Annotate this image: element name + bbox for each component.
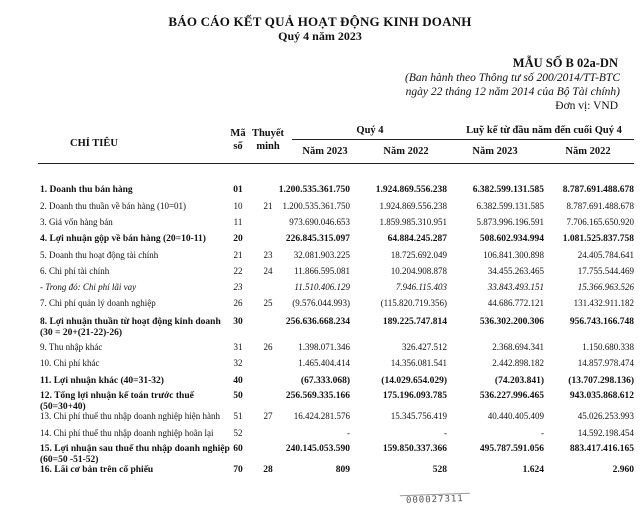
value-quarter-2022: 64.884.245.287: [387, 234, 447, 244]
row-code: 51: [233, 411, 243, 421]
value-ytd-2022: 45.026.253.993: [577, 411, 634, 421]
value-quarter-2022: 1.924.869.556.238: [379, 201, 447, 211]
value-quarter-2022: 1.859.985.310.951: [379, 217, 447, 227]
row-label: 5. Doanh thu hoạt động tài chính: [40, 250, 159, 260]
value-ytd-2023: 2.442.898.182: [492, 358, 544, 368]
value-quarter-2022: (115.820.719.356): [380, 298, 447, 308]
value-ytd-2022: 883.417.416.165: [569, 444, 634, 454]
row-code: 10: [233, 201, 243, 211]
value-quarter-2023: (67.333.068): [300, 376, 350, 386]
value-quarter-2023: 226.845.315.097: [285, 234, 350, 244]
value-quarter-2022: 10.204.908.878: [390, 266, 447, 276]
value-quarter-2023: 1.398.071.346: [298, 342, 350, 352]
row-code: 32: [233, 358, 243, 368]
value-ytd-2023: 5.873.996.196.591: [476, 217, 544, 227]
row-code: 60: [233, 444, 243, 454]
value-quarter-2022: 15.345.756.419: [390, 411, 447, 421]
row-code: 11: [233, 217, 243, 227]
value-ytd-2023: 44.686.772.121: [487, 298, 544, 308]
row-note: 27: [263, 411, 273, 421]
value-quarter-2022: -: [444, 428, 447, 438]
value-quarter-2022: 7.946.115.403: [395, 282, 447, 292]
value-quarter-2022: 528: [432, 465, 447, 475]
value-quarter-2023: 1.200.535.361.750: [278, 185, 350, 195]
header-ytd-2022: Năm 2022: [565, 146, 611, 157]
report-period: Quý 4 năm 2023: [278, 29, 362, 43]
row-label: 2. Doanh thu thuần về bán hàng (10=01): [40, 201, 187, 211]
row-code: 23: [233, 282, 243, 292]
form-note-line2: ngày 22 tháng 12 năm 2014 của Bộ Tài chính): [405, 86, 620, 98]
value-ytd-2022: 943.035.868.612: [569, 391, 634, 401]
value-ytd-2022: 24.405.784.641: [577, 250, 634, 260]
form-code: MẪU SỐ B 02a-DN: [512, 56, 618, 70]
value-quarter-2023: 11.510.406.129: [294, 282, 350, 292]
value-quarter-2023: 1.465.404.414: [298, 358, 350, 368]
report-title: BÁO CÁO KẾT QUẢ HOẠT ĐỘNG KINH DOANH: [168, 14, 472, 29]
value-ytd-2023: 6.382.599.131.585: [472, 185, 544, 195]
value-ytd-2023: 536.302.200.306: [479, 317, 544, 327]
document-stamp: 000027311: [400, 493, 470, 506]
value-ytd-2023: 33.843.493.151: [487, 282, 544, 292]
currency-unit: Đơn vị: VND: [555, 100, 618, 112]
row-label: 16. Lãi cơ bản trên cổ phiếu: [40, 465, 154, 475]
header-rule-top: [292, 139, 634, 140]
row-code: 30: [233, 317, 243, 327]
value-quarter-2022: 189.225.747.814: [382, 317, 447, 327]
value-ytd-2022: 17.755.544.469: [577, 266, 634, 276]
value-quarter-2023: 11.866.595.081: [294, 266, 350, 276]
row-label: 6. Chi phí tài chính: [40, 266, 110, 276]
row-label: 3. Giá vốn hàng bán: [40, 217, 113, 227]
header-rule-bottom: [38, 163, 634, 164]
header-ytd-2023: Năm 2023: [472, 146, 518, 157]
value-ytd-2023: 40.440.405.409: [487, 411, 544, 421]
row-code: 22: [233, 266, 243, 276]
row-code: 01: [233, 185, 243, 195]
value-quarter-2023: 32.081.903.225: [293, 250, 350, 260]
value-quarter-2022: 18.725.692.049: [390, 250, 447, 260]
row-code: 31: [233, 342, 243, 352]
row-note: 24: [263, 266, 273, 276]
form-note-line1: (Ban hành theo Thông tư số 200/2014/TT-BTC: [405, 72, 620, 84]
value-ytd-2023: 508.602.934.994: [479, 234, 544, 244]
value-quarter-2022: (14.029.654.029): [381, 376, 447, 386]
row-note: 25: [263, 298, 273, 308]
header-code-line1: Mã: [230, 128, 246, 139]
row-label: 11. Lợi nhuận khác (40=31-32): [40, 376, 164, 386]
value-ytd-2022: 8.787.691.488.678: [562, 185, 634, 195]
header-note-line2: minh: [256, 141, 280, 152]
value-ytd-2022: 2.960: [612, 465, 634, 475]
row-note: 23: [263, 250, 273, 260]
value-ytd-2022: 131.432.911.182: [573, 298, 634, 308]
value-ytd-2023: 2.368.694.341: [492, 342, 544, 352]
value-quarter-2022: 1.924.869.556.238: [375, 185, 447, 195]
row-code: 52: [233, 428, 243, 438]
value-ytd-2023: 495.787.591.056: [479, 444, 544, 454]
value-ytd-2023: (74.203.841): [494, 376, 544, 386]
row-code: 50: [233, 391, 243, 401]
value-quarter-2023: -: [347, 428, 350, 438]
value-ytd-2022: 7.706.165.650.920: [566, 217, 634, 227]
row-code: 21: [233, 250, 243, 260]
value-quarter-2023: 240.145.053.590: [285, 444, 350, 454]
value-quarter-2023: 809: [335, 465, 350, 475]
row-label: 7. Chi phí quản lý doanh nghiệp: [40, 298, 156, 308]
header-code-line2: số: [233, 141, 243, 152]
row-label: 8. Lợi nhuận thuần từ hoạt động kinh doanh: [40, 317, 221, 327]
row-label-formula: (30 = 20+(21-22)-26): [40, 328, 123, 338]
header-note-line1: Thuyết: [251, 128, 285, 139]
value-ytd-2022: 15.366.963.526: [577, 282, 634, 292]
row-label: - Trong đó: Chi phí lãi vay: [40, 282, 137, 292]
row-label: 4. Lợi nhuận gộp về bán hàng (20=10-11): [40, 234, 206, 244]
value-ytd-2023: 536.227.996.465: [479, 391, 544, 401]
value-ytd-2022: 1.081.525.837.758: [562, 234, 634, 244]
value-ytd-2023: 34.455.263.465: [487, 266, 544, 276]
value-ytd-2023: 106.841.300.898: [483, 250, 544, 260]
value-ytd-2022: 956.743.166.748: [569, 317, 634, 327]
row-label: 13. Chi phí thuế thu nhập doanh nghiệp hiện hành: [40, 411, 220, 421]
row-label: 14. Chi phí thuế thu nhập doanh nghiệp hoãn lại: [40, 428, 214, 438]
value-ytd-2023: -: [541, 428, 544, 438]
row-label: 1. Doanh thu bán hàng: [40, 185, 133, 195]
value-quarter-2023: (9.576.044.993): [292, 298, 350, 308]
value-quarter-2022: 326.427.512: [402, 342, 447, 352]
value-quarter-2022: 14.356.081.541: [390, 358, 447, 368]
value-quarter-2022: 175.196.093.785: [382, 391, 447, 401]
header-ytd-group: Luỹ kế từ đầu năm đến cuối Quý 4: [466, 125, 622, 136]
value-quarter-2023: 973.690.046.653: [289, 217, 350, 227]
value-quarter-2023: 16.424.281.576: [293, 411, 350, 421]
value-quarter-2023: 256.569.335.166: [285, 391, 350, 401]
row-note: 21: [263, 201, 273, 211]
value-ytd-2022: 8.787.691.488.678: [566, 201, 634, 211]
row-label: 9. Thu nhập khác: [40, 342, 103, 352]
header-quarter-2022: Năm 2022: [383, 146, 429, 157]
value-ytd-2022: 1.150.680.338: [582, 342, 634, 352]
value-ytd-2022: (13.707.298.136): [568, 376, 634, 386]
row-label-formula: (50=30+40): [40, 402, 86, 412]
value-ytd-2022: 14.592.198.454: [577, 428, 634, 438]
header-indicator: CHỈ TIÊU: [70, 138, 118, 149]
value-ytd-2022: 14.857.978.474: [577, 358, 634, 368]
row-code: 40: [233, 376, 243, 386]
row-note: 26: [263, 342, 273, 352]
value-quarter-2023: 1.200.535.361.750: [282, 201, 350, 211]
row-code: 20: [233, 234, 243, 244]
row-code: 70: [233, 465, 243, 475]
row-label-formula: (60=50 -51-52): [40, 455, 99, 465]
value-quarter-2022: 159.850.337.366: [382, 444, 447, 454]
value-ytd-2023: 1.624: [522, 465, 544, 475]
row-code: 26: [233, 298, 243, 308]
value-quarter-2023: 256.636.668.234: [285, 317, 350, 327]
header-quarter-group: Quý 4: [356, 125, 384, 136]
row-label: 15. Lợi nhuận sau thuế thu nhập doanh nghiệp: [40, 444, 230, 454]
value-ytd-2023: 6.382.599.131.585: [476, 201, 544, 211]
header-quarter-2023: Năm 2023: [302, 146, 348, 157]
row-label: 10. Chi phí khác: [40, 358, 100, 368]
row-label: 12. Tổng lợi nhuận kế toán trước thuế: [40, 391, 194, 401]
row-note: 28: [263, 465, 273, 475]
